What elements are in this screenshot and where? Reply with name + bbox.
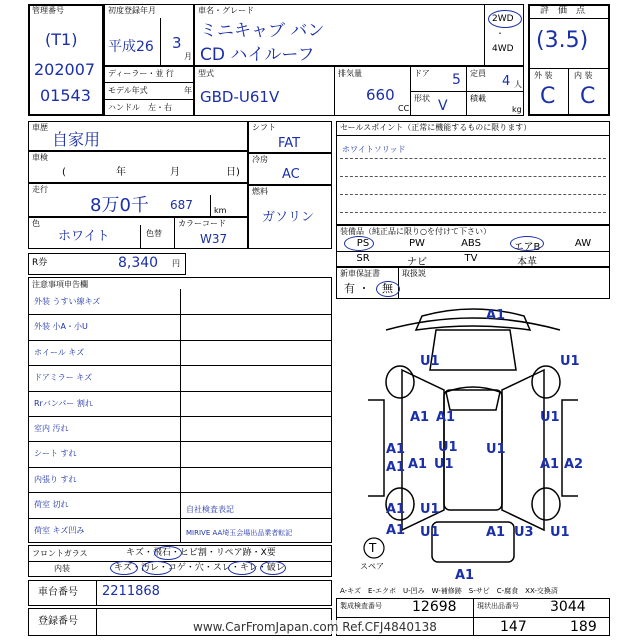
- bottom-value1: 12698: [412, 599, 457, 615]
- door-value: 5: [452, 72, 461, 88]
- damage-mark: U1: [540, 410, 560, 425]
- equip-aw: AW: [574, 238, 592, 249]
- sales-label: セールスポイント（正常に機能するものに限ります）: [340, 123, 532, 132]
- model-value: GBD-U61V: [200, 88, 280, 106]
- load-label: 積載: [470, 94, 486, 103]
- damage-mark: U1: [486, 442, 506, 457]
- shift-label: シフト: [252, 123, 276, 132]
- damage-mark: A1: [386, 523, 406, 538]
- chassis-label: 車台番号: [38, 587, 78, 598]
- car-front-bumper: [386, 318, 560, 330]
- mgmt-num2: 01543: [40, 86, 91, 105]
- dealer-label: ディーラー・並 行: [108, 69, 174, 78]
- interior-circle-1: [110, 561, 138, 575]
- color-code: W37: [200, 232, 228, 246]
- damage-mark: A1: [386, 502, 406, 517]
- note-text: 荷室 切れ: [34, 500, 69, 510]
- car-roof-outline: [416, 309, 530, 330]
- reg-month-unit: 月: [184, 52, 192, 61]
- damage-mark: A1: [540, 457, 560, 472]
- equipment-label: 装備品（純正品に限り○を付けて下さい）: [340, 227, 491, 236]
- car-front-right-tire: [532, 366, 560, 398]
- watermark: www.CarFromJapan.com Ref.CFJ4840138: [190, 620, 440, 634]
- damage-mark: A1: [486, 308, 506, 323]
- recycle-value: 8,340: [118, 255, 159, 271]
- warranty-circle: [376, 281, 400, 297]
- legend: A-キズ E-エクボ U-凹み W-補修跡 S-サビ C-腐食 XX-交換済: [340, 587, 558, 595]
- ac-label: 冷房: [252, 155, 268, 164]
- shape-value: V: [438, 98, 448, 114]
- mileage-unit: km: [214, 206, 227, 215]
- interior-label: 内装: [54, 564, 70, 573]
- notes-label: 注意事項申告欄: [32, 280, 88, 289]
- handle-label: ハンドル 左・右: [108, 103, 172, 112]
- recycle-box: [28, 253, 186, 275]
- regno-label: 登録番号: [38, 616, 78, 627]
- glass-text: キズ・飛石・ヒビ割・リペア跡・X要: [126, 548, 276, 558]
- damage-mark: U1: [438, 440, 458, 455]
- note-row: [28, 441, 332, 466]
- inspection-label: 車検: [32, 153, 48, 162]
- damage-mark: A1: [455, 568, 475, 583]
- spare-label: スペア: [360, 562, 384, 571]
- model-year-label: モデル年式: [108, 86, 148, 95]
- note-text: シート すれ: [34, 449, 77, 459]
- note-text: 外装 うすい線キズ: [34, 297, 101, 306]
- drive-opt2: 4WD: [492, 44, 514, 54]
- damage-mark: U1: [550, 525, 570, 540]
- damage-mark: A1: [408, 457, 428, 472]
- warranty-label: 新車保証書: [340, 269, 380, 278]
- glass-circle: [154, 546, 182, 560]
- note-text: 外装 小A・小U: [34, 322, 88, 332]
- equip-airbag-circle: [510, 236, 544, 251]
- warranty-value: 無: [382, 282, 393, 295]
- note-text: 内張り すれ: [34, 474, 77, 484]
- damage-mark: A1: [386, 460, 406, 475]
- fuel-value: ガソリン: [262, 210, 315, 225]
- interior-circle-3: [228, 561, 256, 575]
- note-row: [28, 416, 332, 441]
- fuel-label: 燃料: [252, 187, 268, 196]
- capacity-value: 4: [502, 74, 511, 89]
- damage-mark: A2: [564, 457, 584, 472]
- interior-circle-2: [142, 561, 172, 575]
- equip-navi: ナビ: [407, 257, 427, 268]
- equip-sr: SR: [356, 253, 370, 264]
- equip-ps-circle: [344, 236, 374, 251]
- usage-label: 車歴: [32, 123, 48, 132]
- interior-circle-4: [260, 561, 286, 575]
- ac-value: AC: [282, 167, 300, 182]
- notes-right10: MIRIVE AA埼玉会場出品業者転記: [186, 529, 293, 537]
- bottom-value4: 189: [570, 619, 597, 635]
- carname-label: 車名・グレード: [198, 6, 254, 15]
- sales-box: [336, 121, 610, 225]
- recycle-label: R券: [32, 258, 48, 268]
- damage-mark: A1: [436, 410, 456, 425]
- mgmt-t: (T1): [45, 30, 78, 49]
- note-text: 室内 汚れ: [34, 424, 69, 433]
- carname-line2: CD ハイルーフ: [200, 45, 315, 65]
- door-label: ドア: [414, 69, 430, 78]
- bottom-label2: 現状出品番号: [477, 602, 519, 610]
- chassis-value: 2211868: [102, 584, 160, 599]
- manual-label: 取扱説: [402, 269, 426, 278]
- car-right-mirror: [562, 400, 578, 496]
- note-text: Rrバンパー 割れ: [34, 398, 93, 408]
- drive-dot: ・: [496, 29, 504, 38]
- damage-mark: A1: [486, 525, 506, 540]
- sales-line1: ホワイトソリッド: [342, 145, 406, 154]
- inspection-paren: (: [62, 167, 66, 178]
- damage-mark: U1: [434, 457, 454, 472]
- score-value: (3.5): [536, 28, 589, 53]
- capacity-unit: 人: [514, 80, 522, 89]
- note-row: [28, 467, 332, 492]
- color-label: 色: [32, 219, 40, 228]
- color-value: ホワイト: [58, 229, 110, 244]
- model-year-unit: 年: [184, 86, 192, 95]
- score-ext: C: [540, 84, 556, 109]
- inspection-month: 月: [170, 167, 180, 178]
- inspection-day: 日): [226, 167, 240, 178]
- drive-opt1: 2WD: [492, 14, 514, 24]
- reg-month: 3: [172, 34, 182, 52]
- equip-ps: PS: [356, 238, 370, 249]
- equip-tv: TV: [464, 253, 478, 264]
- shape-label: 形状: [414, 94, 430, 103]
- equip-airbag: エアB: [513, 242, 541, 253]
- color-code-label: カラーコード: [178, 219, 226, 228]
- damage-mark: U1: [420, 525, 440, 540]
- color-change: 色替: [146, 229, 162, 238]
- engine-label: 排気量: [338, 69, 362, 78]
- score-ext-label: 外 装: [534, 71, 553, 80]
- score-int-label: 内 装: [574, 71, 593, 80]
- interior-text: キズ・汚レ・コゲ・穴・スレ・キレ・破レ: [114, 563, 285, 573]
- capacity-label: 定員: [470, 69, 486, 78]
- note-row: [28, 492, 332, 517]
- equip-pw: PW: [409, 238, 425, 249]
- model-label: 型式: [198, 69, 214, 78]
- damage-mark: A1: [410, 410, 430, 425]
- glass-label: フロントガラス: [32, 549, 88, 558]
- mileage-value: 8万0千: [90, 195, 149, 216]
- equip-abs: ABS: [461, 238, 481, 249]
- inspection-year: 年: [116, 167, 126, 178]
- damage-mark: U1: [560, 354, 580, 369]
- note-row: [28, 391, 332, 416]
- bottom-label1: 製成検査番号: [340, 602, 382, 610]
- bottom-value2: 3044: [550, 599, 586, 615]
- engine-unit: CC: [398, 104, 410, 113]
- car-left-mirror: [368, 400, 384, 496]
- spare-t: T: [369, 541, 377, 555]
- note-row: [28, 289, 332, 314]
- car-rear-right-tire: [532, 488, 560, 520]
- shift-value: FAT: [278, 136, 301, 151]
- note-row: [28, 365, 332, 390]
- usage-value: 自家用: [52, 130, 101, 149]
- note-text: ホイール キズ: [34, 347, 85, 357]
- reg-era: 平成26: [108, 39, 154, 55]
- note-text: 荷室 キズ凹み: [34, 525, 85, 535]
- inspection-box: [28, 151, 248, 183]
- score-int: C: [580, 84, 596, 109]
- recycle-unit: 円: [172, 259, 180, 268]
- carname-line1: ミニキャブ バン: [200, 21, 325, 41]
- damage-mark: U3: [514, 525, 534, 540]
- mileage-small: 687: [170, 198, 193, 212]
- bottom-value3: 147: [500, 619, 527, 635]
- car-hood-outline: [430, 330, 516, 370]
- equip-leather: 本革: [517, 257, 537, 268]
- reg-label: 初度登録年月: [108, 6, 156, 15]
- notes-right9: 自社検査表記: [186, 505, 234, 514]
- mileage-label: 走行: [32, 185, 48, 194]
- mgmt-num1: 202007: [34, 60, 96, 79]
- engine-value: 660: [366, 86, 395, 104]
- car-front-left-tire: [386, 366, 414, 398]
- damage-mark: U1: [420, 502, 440, 517]
- damage-mark: A1: [386, 442, 406, 457]
- note-row: [28, 314, 332, 339]
- note-text: ドアミラー キズ: [34, 373, 93, 383]
- note-row: [28, 340, 332, 365]
- mgmt-label: 管理番号: [32, 6, 64, 15]
- load-unit: kg: [512, 105, 522, 114]
- score-label: 評 価 点: [540, 6, 586, 16]
- warranty-value-pre: 有 ・: [344, 282, 370, 295]
- damage-mark: U1: [420, 354, 440, 369]
